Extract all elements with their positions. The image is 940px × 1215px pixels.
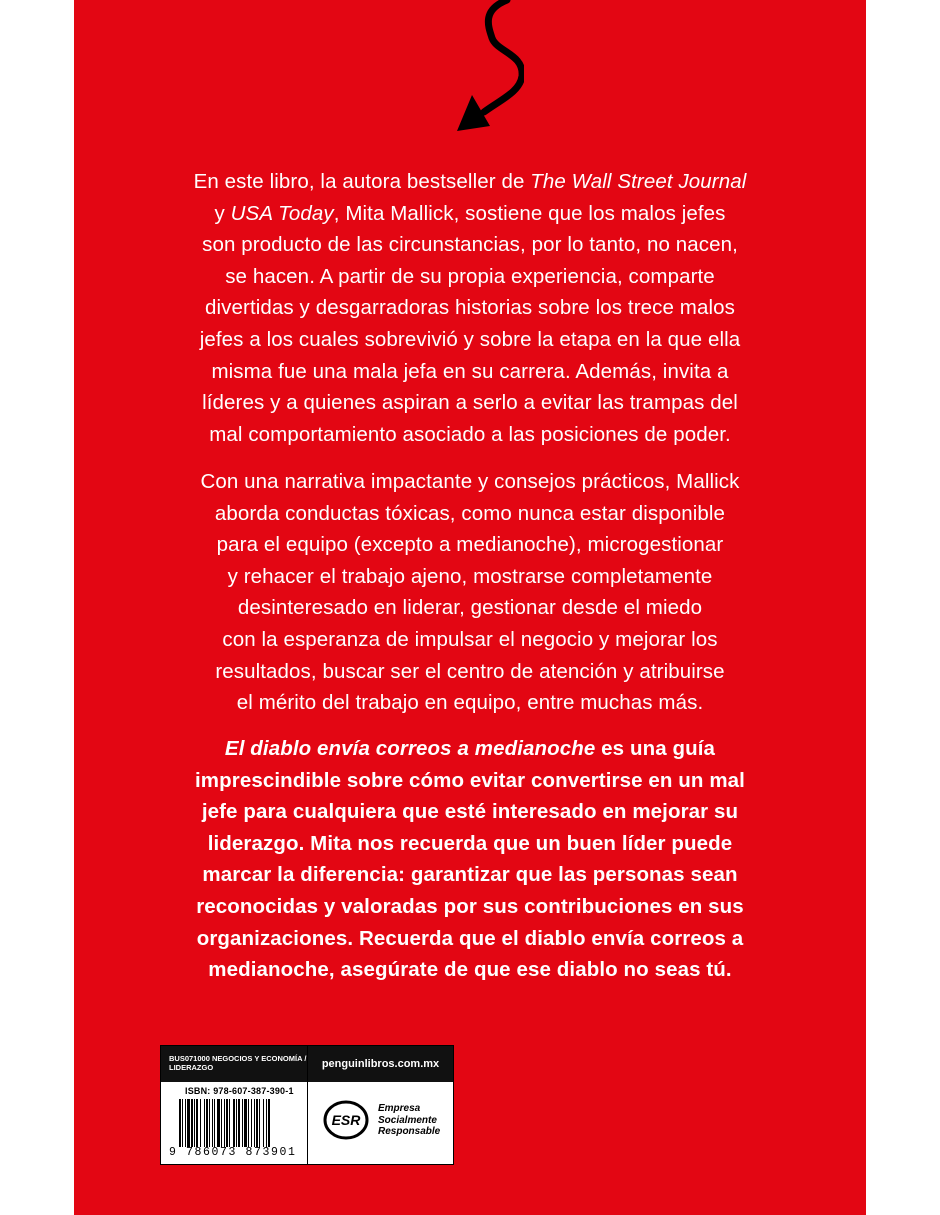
barcode-section bbox=[161, 1046, 308, 1164]
barcode-icon bbox=[179, 1099, 299, 1147]
blurb-paragraph-3 bbox=[170, 733, 770, 986]
blurb-line: resultados, buscar ser el centro de atención y atribuirse bbox=[215, 659, 725, 683]
blurb-line: medianoche, asegúrate de que ese diablo no seas tú. bbox=[208, 958, 732, 982]
barcode-panel bbox=[160, 1045, 454, 1165]
blurb-line: jefes a los cuales sobrevivió y sobre la etapa en la que ella bbox=[199, 327, 741, 351]
blurb-line: liderazgo. Mita nos recuerda que un buen líder puede bbox=[207, 831, 733, 855]
publication-title: USA Today bbox=[230, 201, 334, 225]
esr-label-line: Responsable bbox=[378, 1126, 441, 1137]
blurb-line: mal comportamiento asociado a las posiciones de poder. bbox=[209, 422, 731, 446]
publication-title: The Wall Street Journal bbox=[530, 170, 747, 193]
blurb-line: son producto de las circunstancias, por lo tanto, no nacen, bbox=[202, 233, 738, 257]
category-line: BUS071000 NEGOCIOS Y ECONOMÍA / bbox=[169, 1054, 307, 1063]
blurb-line bbox=[170, 733, 770, 765]
isbn-text: ISBN: 978-607-387-390-1 bbox=[185, 1086, 294, 1096]
blurb-text: En este libro, la autora bestseller de bbox=[193, 170, 531, 193]
esr-label-line: Socialmente bbox=[378, 1114, 437, 1126]
book-title: El diablo envía correos a medianoche bbox=[224, 737, 596, 760]
blurb-line: jefe para cualquiera que esté interesado en mejorar su bbox=[201, 800, 739, 824]
esr-label bbox=[378, 1103, 440, 1138]
esr-logo-icon bbox=[322, 1098, 370, 1142]
blurb-line: organizaciones. Recuerda que el diablo envía correos a bbox=[196, 926, 744, 950]
blurb-line: el mérito del trabajo en equipo, entre muchas más. bbox=[236, 691, 704, 715]
blurb-text: y bbox=[214, 201, 231, 225]
blurb-line: Con una narrativa impactante y consejos prácticos, Mallick bbox=[200, 470, 740, 493]
category-line: LIDERAZGO bbox=[169, 1063, 214, 1072]
blurb-paragraph-2 bbox=[170, 466, 770, 719]
blurb-line bbox=[170, 166, 770, 198]
blurb-line bbox=[170, 198, 770, 230]
blurb-text: es una guía bbox=[595, 737, 716, 760]
blurb-line: líderes y a quienes aspiran a serlo a evitar las trampas del bbox=[202, 391, 738, 415]
blurb-line: marcar la diferencia: garantizar que las personas sean bbox=[202, 863, 738, 887]
category-label bbox=[161, 1046, 307, 1082]
blurb-line: y rehacer el trabajo ajeno, mostrarse completamente bbox=[227, 564, 713, 588]
blurb-line: reconocidas y valoradas por sus contribuciones en sus bbox=[196, 894, 744, 918]
blurb-line: con la esperanza de impulsar el negocio y mejorar los bbox=[222, 627, 718, 651]
blurb-text: , Mita Mallick, sostiene que los malos jefes bbox=[333, 201, 726, 225]
blurb-line: divertidas y desgarradoras historias sobre los trece malos bbox=[205, 296, 735, 320]
devil-tail-icon bbox=[404, 0, 524, 140]
blurb-line: desinteresado en liderar, gestionar desde el miedo bbox=[237, 596, 703, 620]
publisher-url: penguinlibros.com.mx bbox=[308, 1046, 453, 1082]
barcode-digits: 9 786073 873901 bbox=[169, 1146, 297, 1159]
back-cover bbox=[74, 0, 866, 1215]
publisher-section bbox=[308, 1046, 453, 1164]
blurb-line: misma fue una mala jefa en su carrera. Además, invita a bbox=[211, 359, 729, 383]
blurb-line: imprescindible sobre cómo evitar convertirse en un mal bbox=[195, 768, 745, 792]
esr-label-line: Empresa bbox=[378, 1103, 421, 1114]
blurb-line: para el equipo (excepto a medianoche), microgestionar bbox=[216, 533, 724, 557]
blurb-line: aborda conductas tóxicas, como nunca estar disponible bbox=[214, 501, 726, 525]
svg-text:ESR: ESR bbox=[331, 1112, 361, 1128]
blurb-line: se hacen. A partir de su propia experiencia, comparte bbox=[225, 264, 715, 288]
blurb-paragraph-1 bbox=[170, 166, 770, 450]
